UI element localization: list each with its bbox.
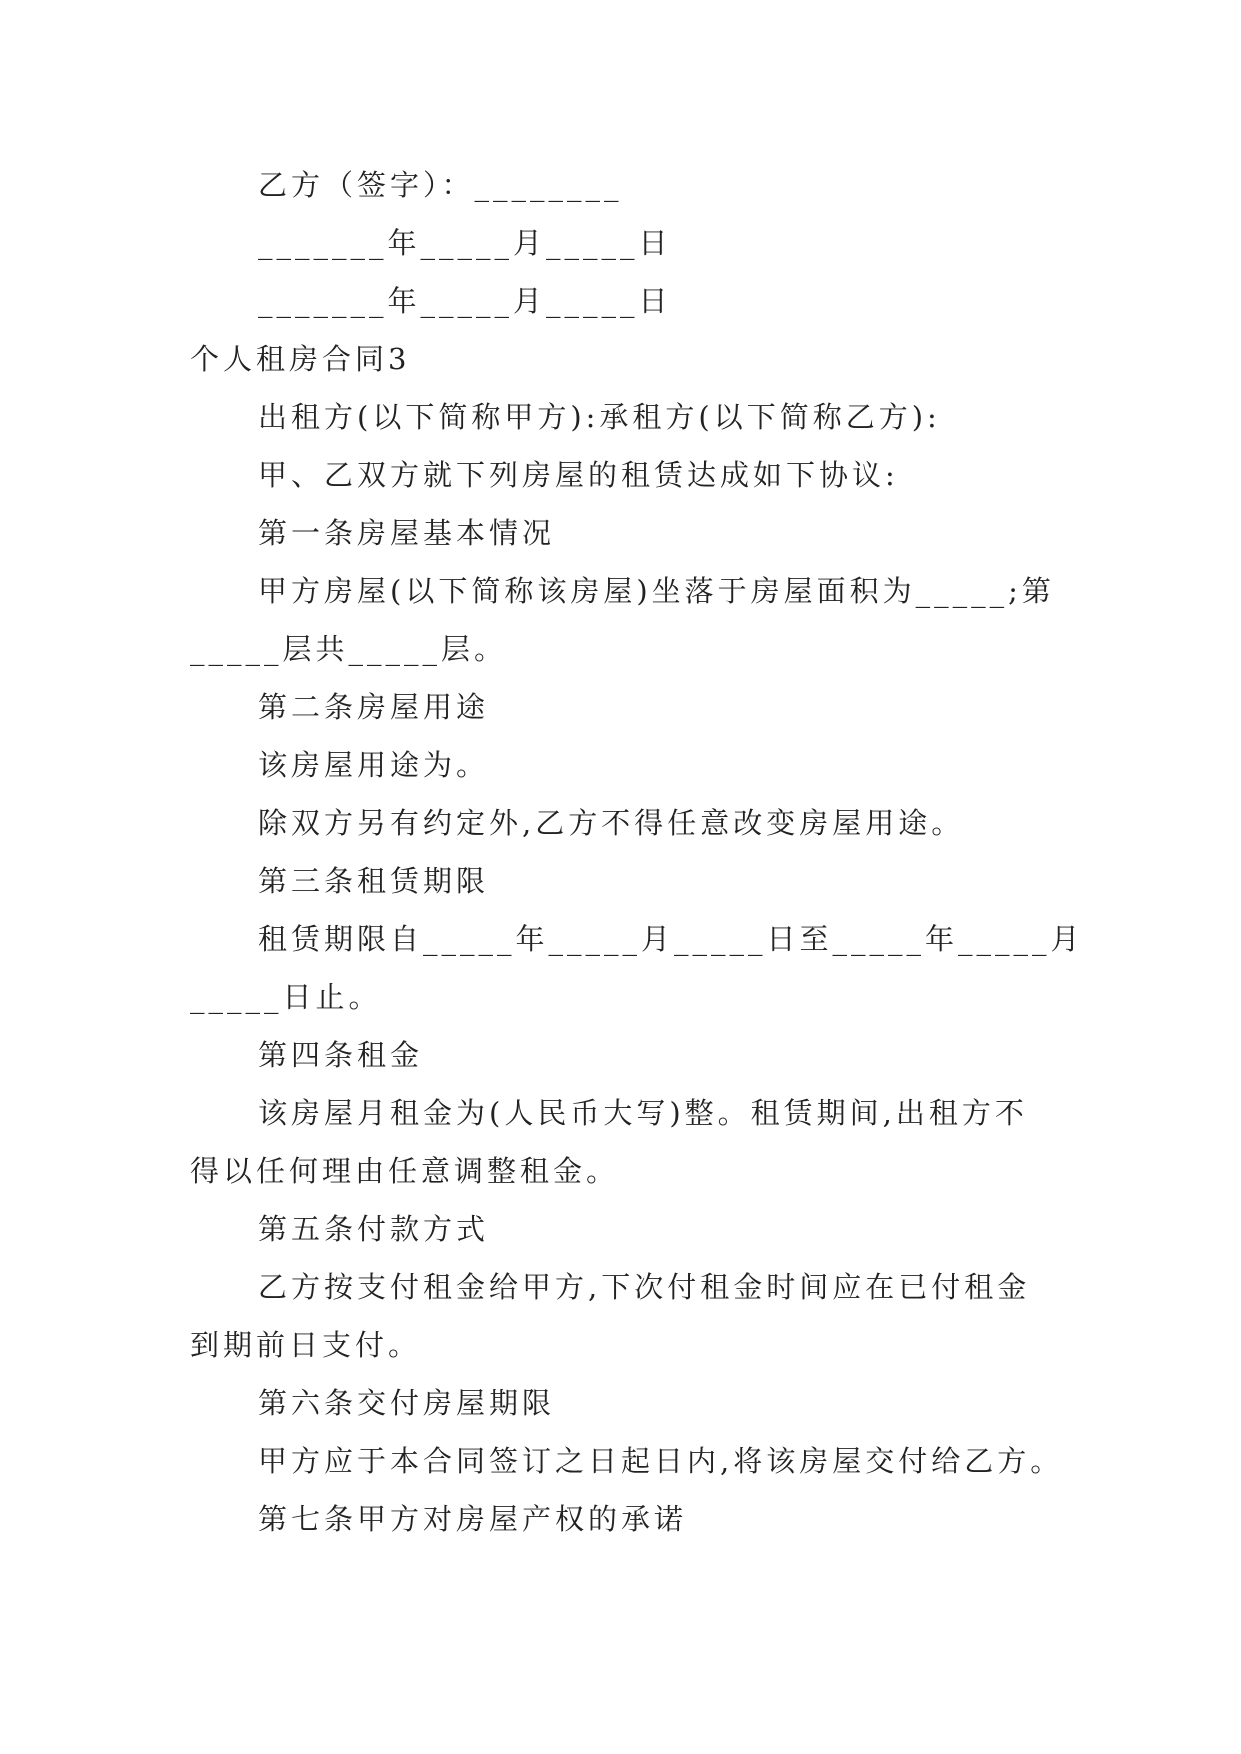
article-4-heading: 第四条租金 (258, 1038, 424, 1072)
article-5-heading: 第五条付款方式 (258, 1212, 490, 1246)
date-line-2: _______年_____月_____日 (258, 284, 672, 318)
article-2-text-line-2: 除双方另有约定外,乙方不得任意改变房屋用途。 (258, 806, 965, 840)
contract-title: 个人租房合同3 (190, 342, 411, 376)
article-1-heading: 第一条房屋基本情况 (258, 516, 556, 550)
agreement-intro: 甲、乙双方就下列房屋的租赁达成如下协议: (258, 458, 899, 492)
parties-line: 出租方(以下简称甲方):承租方(以下简称乙方): (258, 400, 941, 434)
article-5-text-line-1: 乙方按支付租金给甲方,下次付租金时间应在已付租金 (258, 1270, 1031, 1304)
article-6-heading: 第六条交付房屋期限 (258, 1386, 556, 1420)
article-1-text-line-1: 甲方房屋(以下简称该房屋)坐落于房屋面积为_____;第 (258, 574, 1055, 608)
date-line-1: _______年_____月_____日 (258, 226, 672, 260)
article-3-text-line-2: _____日止。 (190, 980, 382, 1014)
article-4-text-line-2: 得以任何理由任意调整租金。 (190, 1154, 620, 1188)
party-b-signature-line: 乙方（签字）：________ (258, 168, 623, 202)
article-3-heading: 第三条租赁期限 (258, 864, 490, 898)
article-4-text-line-1: 该房屋月租金为(人民币大写)整。租赁期间,出租方不 (258, 1096, 1028, 1130)
article-2-text-line-1: 该房屋用途为。 (258, 748, 490, 782)
article-5-text-line-2: 到期前日支付。 (190, 1328, 422, 1362)
article-1-text-line-2: _____层共_____层。 (190, 632, 508, 666)
document-body (190, 156, 1084, 1548)
article-2-heading: 第二条房屋用途 (258, 690, 490, 724)
article-3-text-line-1: 租赁期限自_____年_____月_____日至_____年_____月 (258, 922, 1084, 956)
article-6-text: 甲方应于本合同签订之日起日内,将该房屋交付给乙方。 (258, 1444, 1064, 1478)
article-7-heading: 第七条甲方对房屋产权的承诺 (258, 1502, 688, 1536)
